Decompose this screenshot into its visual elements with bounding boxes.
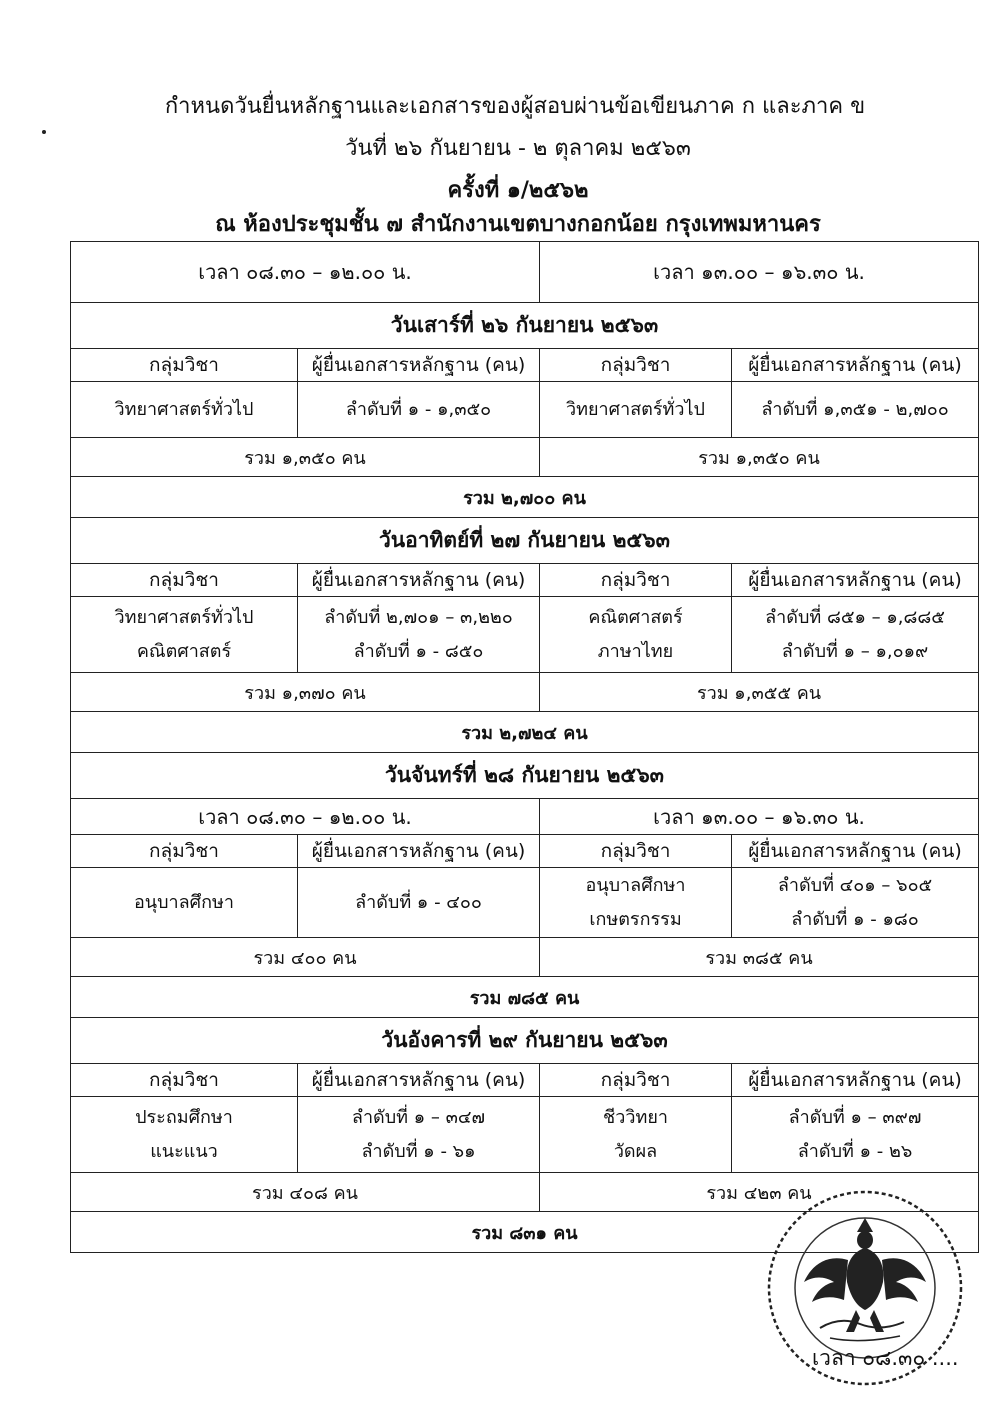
doc-title-line3: ครั้งที่ ๑/๒๕๖๒	[447, 178, 589, 203]
range-cell	[298, 597, 540, 673]
range-cell: ลำดับที่ ๑ - ๑,๓๕๐	[298, 382, 540, 438]
col-subject: กลุ่มวิชา	[71, 564, 298, 597]
subtotal-morning: รวม ๑,๓๗๐ คน	[71, 673, 540, 712]
subject-cell	[540, 1097, 732, 1173]
subtotal-row	[71, 938, 979, 977]
time-afternoon: เวลา ๑๓.๐๐ – ๑๖.๓๐ น.	[540, 242, 979, 303]
range-cell	[732, 1097, 979, 1173]
day-total-row	[71, 977, 979, 1018]
day-title: วันอังคารที่ ๒๙ กันยายน ๒๕๖๓	[71, 1018, 979, 1064]
subject-cell	[71, 868, 298, 938]
col-subject: กลุ่มวิชา	[71, 1064, 298, 1097]
col-applicants: ผู้ยื่นเอกสารหลักฐาน (คน)	[298, 1064, 540, 1097]
col-applicants: ผู้ยื่นเอกสารหลักฐาน (คน)	[732, 349, 979, 382]
day-title-row	[71, 1018, 979, 1064]
range-line: ลำดับที่ ๑ – ๓๔๗	[351, 1106, 486, 1128]
col-subject: กลุ่มวิชา	[540, 835, 732, 868]
range-cell	[732, 597, 979, 673]
day-total: รวม ๗๘๕ คน	[71, 977, 979, 1018]
day-title: วันจันทร์ที่ ๒๘ กันยายน ๒๕๖๓	[71, 753, 979, 799]
col-subject: กลุ่มวิชา	[540, 1064, 732, 1097]
schedule-table	[70, 241, 979, 1253]
col-applicants: ผู้ยื่นเอกสารหลักฐาน (คน)	[732, 835, 979, 868]
subject-cell: วิทยาศาสตร์ทั่วไป	[71, 382, 298, 438]
doc-title-line1: กำหนดวันยื่นหลักฐานและเอกสารของผู้สอบผ่านข้อเขียนภาค ก และภาค ข	[164, 94, 866, 119]
day-total: รวม ๘๓๑ คน	[71, 1212, 979, 1253]
range-line: ลำดับที่ ๒,๗๐๑ – ๓,๒๒๐	[324, 606, 513, 628]
stamp-time-note: เวลา ๐๘.๓๐ ....	[812, 1346, 959, 1370]
col-applicants: ผู้ยื่นเอกสารหลักฐาน (คน)	[298, 349, 540, 382]
subject-line: อนุบาลศึกษา	[134, 891, 234, 913]
time-morning: เวลา ๐๘.๓๐ – ๑๒.๐๐ น.	[71, 799, 540, 835]
range-cell: ลำดับที่ ๑,๓๕๑ - ๒,๗๐๐	[732, 382, 979, 438]
range-line: ลำดับที่ ๘๕๑ – ๑,๘๘๕	[765, 606, 945, 628]
subtotal-afternoon: รวม ๔๒๓ คน	[540, 1173, 979, 1212]
column-header-row	[71, 564, 979, 597]
data-row	[71, 597, 979, 673]
range-line: ลำดับที่ ๑ - ๘๕๐	[353, 640, 484, 662]
day-total-row	[71, 477, 979, 518]
subject-line: วัดผล	[613, 1140, 658, 1162]
range-line: ลำดับที่ ๑ - ๑๘๐	[791, 908, 919, 930]
col-applicants: ผู้ยื่นเอกสารหลักฐาน (คน)	[732, 564, 979, 597]
day-title-row	[71, 518, 979, 564]
subject-line: คณิตศาสตร์	[136, 640, 232, 662]
subject-line: แนะแนว	[150, 1140, 218, 1162]
day-title-row	[71, 303, 979, 349]
time-header-row	[71, 242, 979, 303]
subject-cell	[540, 597, 732, 673]
col-applicants: ผู้ยื่นเอกสารหลักฐาน (คน)	[298, 564, 540, 597]
subtotal-afternoon: รวม ๑,๓๕๕ คน	[540, 673, 979, 712]
subject-cell	[71, 597, 298, 673]
subject-cell	[71, 1097, 298, 1173]
col-applicants: ผู้ยื่นเอกสารหลักฐาน (คน)	[298, 835, 540, 868]
range-cell	[298, 868, 540, 938]
column-header-row	[71, 835, 979, 868]
col-subject: กลุ่มวิชา	[71, 835, 298, 868]
subtotal-afternoon: รวม ๓๘๕ คน	[540, 938, 979, 977]
subject-line: วิทยาศาสตร์ทั่วไป	[114, 606, 254, 628]
range-line: ลำดับที่ ๑ – ๓๙๗	[788, 1106, 922, 1128]
col-subject: กลุ่มวิชา	[540, 349, 732, 382]
day-total-row	[71, 712, 979, 753]
subject-cell: วิทยาศาสตร์ทั่วไป	[540, 382, 732, 438]
doc-title-line4: ณ ห้องประชุมชั้น ๗ สำนักงานเขตบางกอกน้อย กรุงเทพมหานคร	[215, 212, 821, 237]
data-row	[71, 382, 979, 438]
day-total: รวม ๒,๗๒๔ คน	[71, 712, 979, 753]
col-applicants: ผู้ยื่นเอกสารหลักฐาน (คน)	[732, 1064, 979, 1097]
col-subject: กลุ่มวิชา	[540, 564, 732, 597]
subject-line: ภาษาไทย	[597, 640, 674, 662]
day-title: วันอาทิตย์ที่ ๒๗ กันยายน ๒๕๖๓	[71, 518, 979, 564]
range-cell	[732, 868, 979, 938]
subject-line: ชีววิทยา	[603, 1106, 668, 1128]
subject-cell	[540, 868, 732, 938]
day-title-row	[71, 753, 979, 799]
doc-title-line2: วันที่ ๒๖ กันยายน - ๒ ตุลาคม ๒๕๖๓	[345, 136, 691, 161]
day-total: รวม ๒,๗๐๐ คน	[71, 477, 979, 518]
range-cell	[298, 1097, 540, 1173]
subtotal-morning: รวม ๔๐๐ คน	[71, 938, 540, 977]
range-line: ลำดับที่ ๔๐๑ – ๖๐๕	[777, 874, 933, 896]
subtotal-row	[71, 673, 979, 712]
time-afternoon: เวลา ๑๓.๐๐ – ๑๖.๓๐ น.	[540, 799, 979, 835]
subtotal-afternoon: รวม ๑,๓๕๐ คน	[540, 438, 979, 477]
data-row	[71, 868, 979, 938]
range-line: ลำดับที่ ๑ – ๑,๐๑๙	[781, 640, 929, 662]
subject-line: เกษตรกรรม	[589, 908, 682, 930]
time-subheader-row	[71, 799, 979, 835]
data-row	[71, 1097, 979, 1173]
subject-line: คณิตศาสตร์	[588, 606, 683, 628]
col-subject: กลุ่มวิชา	[71, 349, 298, 382]
range-line: ลำดับที่ ๑ - ๔๐๐	[355, 891, 482, 913]
subtotal-row	[71, 438, 979, 477]
subtotal-morning: รวม ๔๐๘ คน	[71, 1173, 540, 1212]
time-morning: เวลา ๐๘.๓๐ – ๑๒.๐๐ น.	[71, 242, 540, 303]
range-line: ลำดับที่ ๑ - ๒๖	[797, 1140, 913, 1162]
range-line: ลำดับที่ ๑ - ๖๑	[361, 1140, 476, 1162]
subtotal-morning: รวม ๑,๓๕๐ คน	[71, 438, 540, 477]
day-title: วันเสาร์ที่ ๒๖ กันยายน ๒๕๖๓	[71, 303, 979, 349]
subject-line: ประถมศึกษา	[135, 1106, 233, 1128]
subject-line: อนุบาลศึกษา	[585, 874, 686, 896]
column-header-row	[71, 349, 979, 382]
column-header-row	[71, 1064, 979, 1097]
